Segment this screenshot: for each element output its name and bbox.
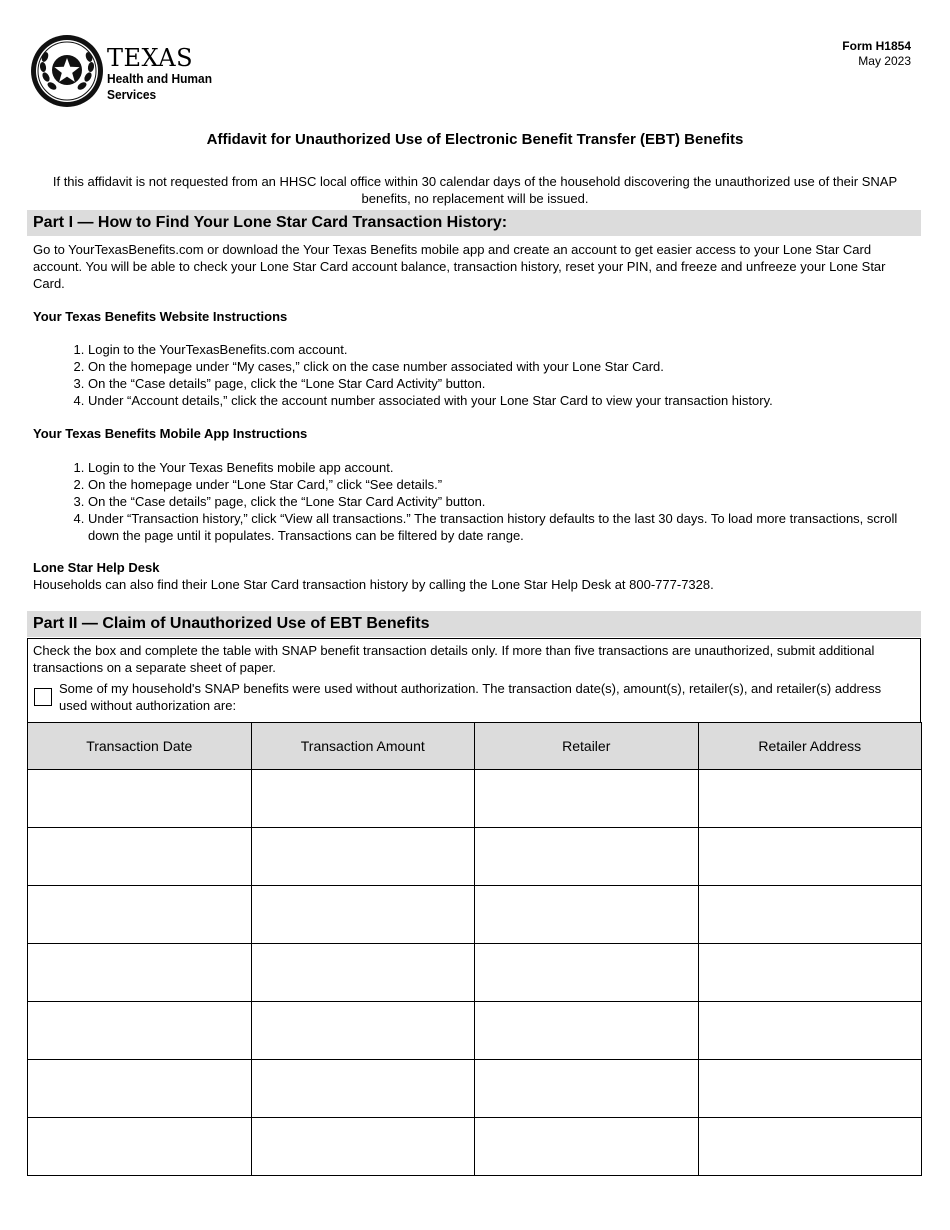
table-row (28, 944, 922, 1002)
retailer-address-cell[interactable] (698, 828, 922, 886)
list-item: 3. On the “Case details” page, click the “Lone Star Card Activity” button. (88, 493, 918, 510)
retailer-cell[interactable] (475, 1060, 699, 1118)
document-title: Affidavit for Unauthorized Use of Electronic Benefit Transfer (EBT) Benefits (206, 131, 744, 148)
list-item: 4. Under “Account details,” click the account number associated with your Lone Star Card to view your transaction history. (88, 392, 918, 409)
helpdesk-heading: Lone Star Help Desk (33, 560, 160, 575)
form-identifier (842, 39, 911, 69)
table-row (28, 770, 922, 828)
retailer-address-cell[interactable] (698, 1060, 922, 1118)
app-instructions-heading: Your Texas Benefits Mobile App Instructions (33, 426, 308, 441)
logo-agency-line-2: Services (107, 87, 157, 102)
transaction-amount-cell[interactable] (251, 1118, 475, 1176)
part1-intro: Go to YourTexasBenefits.com or download the Your Texas Benefits mobile app and create an account to get easier access to your Lone Star Card account. You will be able to check your Lone Star Card account balance, transaction history, reset your PIN, and freeze and unfreeze your Lone Star Card. (33, 242, 886, 291)
retailer-cell[interactable] (475, 770, 699, 828)
helpdesk-text: Households can also find their Lone Star Card transaction history by calling the Lone Star Help Desk at 800-777-7328. (33, 577, 714, 592)
column-header-transaction-date: Transaction Date (28, 723, 252, 770)
list-item: 3. On the “Case details” page, click the “Lone Star Card Activity” button. (88, 375, 918, 392)
transactions-table-body (28, 770, 922, 1176)
retailer-address-cell[interactable] (698, 886, 922, 944)
deadline-notice: If this affidavit is not requested from an HHSC local office within 30 calendar days of the household discovering the unauthorized use of their SNAP benefits, no replacement will be issued. (52, 174, 898, 206)
list-item: 2. On the homepage under “Lone Star Card,” click “See details.” (88, 476, 918, 493)
claim-box (27, 638, 921, 723)
transaction-date-cell[interactable] (28, 886, 252, 944)
logo-texas-text: TEXAS (107, 44, 194, 72)
retailer-address-cell[interactable] (698, 1118, 922, 1176)
logo-text (107, 45, 221, 103)
transaction-amount-cell[interactable] (251, 1060, 475, 1118)
transaction-date-cell[interactable] (28, 828, 252, 886)
transaction-amount-cell[interactable] (251, 886, 475, 944)
part2-heading: Part II — Claim of Unauthorized Use of EBT Benefits (27, 611, 921, 637)
retailer-cell[interactable] (475, 886, 699, 944)
unauthorized-use-checkbox[interactable] (34, 688, 52, 706)
transaction-date-cell[interactable] (28, 770, 252, 828)
transaction-date-cell[interactable] (28, 944, 252, 1002)
transaction-date-cell[interactable] (28, 1060, 252, 1118)
list-item: 4. Under “Transaction history,” click “View all transactions.” The transaction history defaults to the last 30 days. To load more transactions, scroll down the page until it populates. Transactions can be filtered by date range. (88, 510, 918, 544)
table-header-row (28, 723, 922, 770)
claim-statement: Some of my household's SNAP benefits were used without authorization. The transaction date(s), amount(s), retailer(s), and retailer(s) address used without authorization are: (59, 681, 882, 713)
retailer-address-cell[interactable] (698, 944, 922, 1002)
retailer-address-cell[interactable] (698, 770, 922, 828)
table-row (28, 886, 922, 944)
list-item: 1. Login to the YourTexasBenefits.com account. (88, 341, 918, 358)
transaction-amount-cell[interactable] (251, 770, 475, 828)
table-row (28, 1060, 922, 1118)
website-steps-list (33, 341, 918, 409)
app-steps-list (33, 459, 918, 544)
retailer-cell[interactable] (475, 944, 699, 1002)
transactions-table (27, 722, 922, 1176)
table-row (28, 1002, 922, 1060)
retailer-cell[interactable] (475, 1002, 699, 1060)
texas-seal-icon (29, 33, 105, 109)
table-row (28, 828, 922, 886)
transaction-amount-cell[interactable] (251, 944, 475, 1002)
retailer-address-cell[interactable] (698, 1002, 922, 1060)
transaction-date-cell[interactable] (28, 1118, 252, 1176)
form-number: Form H1854 (842, 39, 911, 53)
logo-agency-line-1: Health and Human (107, 71, 212, 86)
column-header-transaction-amount: Transaction Amount (251, 723, 475, 770)
part2-instructions: Check the box and complete the table with SNAP benefit transaction details only. If more than five transactions are unauthorized, submit additional transactions on a separate sheet of paper. (33, 643, 875, 675)
form-date: May 2023 (858, 54, 911, 68)
list-item: 2. On the homepage under “My cases,” click on the case number associated with your Lone Star Card. (88, 358, 918, 375)
transaction-amount-cell[interactable] (251, 1002, 475, 1060)
column-header-retailer: Retailer (475, 723, 699, 770)
list-item: 1. Login to the Your Texas Benefits mobile app account. (88, 459, 918, 476)
retailer-cell[interactable] (475, 828, 699, 886)
table-row (28, 1118, 922, 1176)
part1-heading: Part I — How to Find Your Lone Star Card Transaction History: (27, 210, 921, 236)
retailer-cell[interactable] (475, 1118, 699, 1176)
hhs-logo (29, 33, 229, 113)
website-instructions-heading: Your Texas Benefits Website Instructions (33, 309, 288, 324)
column-header-retailer-address: Retailer Address (698, 723, 922, 770)
transaction-amount-cell[interactable] (251, 828, 475, 886)
transaction-date-cell[interactable] (28, 1002, 252, 1060)
